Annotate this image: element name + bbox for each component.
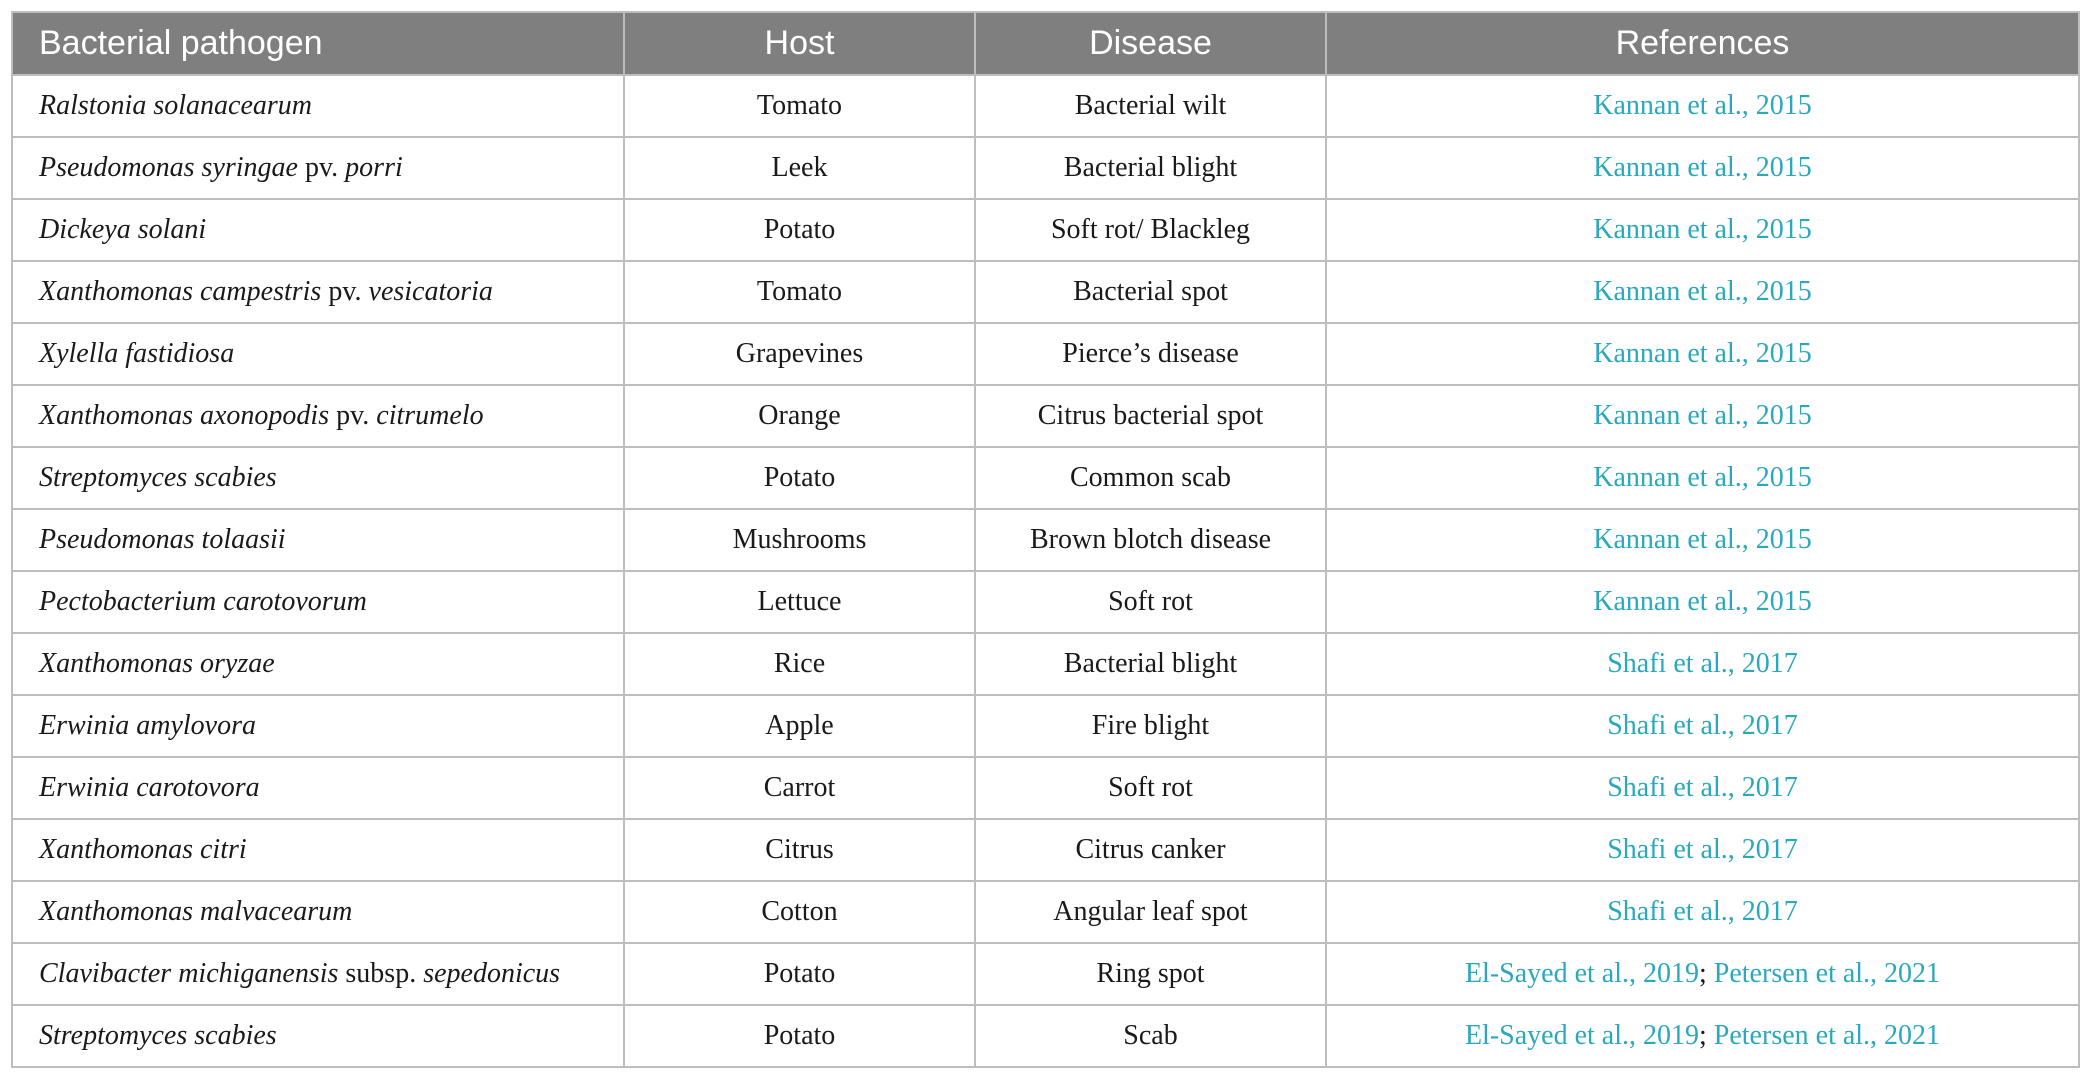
pathogen-name-italic: Erwinia amylovora [39,710,256,741]
cell-bacterial-pathogen [12,323,624,385]
pathogen-name-italic: Ralstonia solanacearum [39,90,312,121]
pathogen-name-italic: Xanthomonas campestris [39,276,322,307]
table-row [12,199,2079,261]
pathogen-name-italic: Xanthomonas oryzae [39,648,275,679]
cell-bacterial-pathogen [12,757,624,819]
cell-disease: Bacterial blight [975,633,1326,695]
reference-separator: ; [1699,1020,1714,1051]
pathogen-name-qualifier: pv. [329,400,377,431]
cell-host: Lettuce [624,571,975,633]
pathogen-name-italic: porri [345,152,403,183]
cell-references [1326,385,2079,447]
cell-disease: Scab [975,1005,1326,1067]
cell-disease: Bacterial spot [975,261,1326,323]
pathogen-name-italic: Dickeya solani [39,214,207,245]
pathogen-name-italic: Streptomyces scabies [39,1020,277,1051]
table-row [12,447,2079,509]
reference-link[interactable]: Kannan et al., 2015 [1593,400,1812,431]
pathogen-name-italic: Pseudomonas syringae [39,152,298,183]
cell-disease: Brown blotch disease [975,509,1326,571]
cell-host: Citrus [624,819,975,881]
cell-host: Cotton [624,881,975,943]
pathogen-name-italic: Pectobacterium carotovorum [39,586,367,617]
header-bacterial-pathogen: Bacterial pathogen [12,12,624,75]
cell-references [1326,633,2079,695]
cell-references [1326,571,2079,633]
reference-link[interactable]: Shafi et al., 2017 [1607,834,1798,865]
reference-link[interactable]: Petersen et al., 2021 [1713,958,1941,989]
table-row [12,1005,2079,1067]
table-body [12,75,2079,1067]
cell-bacterial-pathogen [12,695,624,757]
cell-references [1326,137,2079,199]
table-row [12,137,2079,199]
cell-bacterial-pathogen [12,819,624,881]
reference-link[interactable]: Shafi et al., 2017 [1607,896,1798,927]
table-row [12,571,2079,633]
cell-host: Tomato [624,75,975,137]
table-row [12,943,2079,1005]
cell-references [1326,695,2079,757]
cell-bacterial-pathogen [12,75,624,137]
pathogen-name-qualifier: pv. [321,276,369,307]
pathogen-name-italic: Erwinia carotovora [39,772,260,803]
cell-references [1326,261,2079,323]
cell-references [1326,819,2079,881]
pathogen-name-italic: Pseudomonas tolaasii [39,524,286,555]
cell-disease: Common scab [975,447,1326,509]
cell-disease: Citrus canker [975,819,1326,881]
reference-link[interactable]: Kannan et al., 2015 [1593,152,1812,183]
pathogen-name-italic: sepedonicus [423,958,561,989]
reference-link[interactable]: El-Sayed et al., 2019 [1464,1020,1699,1051]
cell-bacterial-pathogen [12,199,624,261]
cell-bacterial-pathogen [12,571,624,633]
cell-bacterial-pathogen [12,633,624,695]
pathogen-name-qualifier: pv. [297,152,346,183]
cell-bacterial-pathogen [12,261,624,323]
header-disease: Disease [975,12,1326,75]
cell-host: Potato [624,199,975,261]
reference-link[interactable]: Kannan et al., 2015 [1593,338,1812,369]
table-row [12,633,2079,695]
cell-disease: Bacterial wilt [975,75,1326,137]
cell-bacterial-pathogen [12,943,624,1005]
cell-references [1326,881,2079,943]
cell-bacterial-pathogen [12,385,624,447]
cell-disease: Soft rot [975,571,1326,633]
reference-separator: ; [1699,958,1714,989]
cell-host: Apple [624,695,975,757]
cell-references [1326,323,2079,385]
cell-host: Orange [624,385,975,447]
table-row [12,261,2079,323]
cell-bacterial-pathogen [12,137,624,199]
pathogen-name-italic: citrumelo [376,400,484,431]
cell-host: Potato [624,447,975,509]
header-host: Host [624,12,975,75]
pathogen-name-qualifier: subsp. [338,958,424,989]
reference-link[interactable]: Kannan et al., 2015 [1593,276,1812,307]
cell-host: Carrot [624,757,975,819]
cell-disease: Soft rot/ Blackleg [975,199,1326,261]
table-row [12,695,2079,757]
cell-disease: Pierce’s disease [975,323,1326,385]
reference-link[interactable]: Kannan et al., 2015 [1593,524,1812,555]
table-row [12,819,2079,881]
cell-references [1326,757,2079,819]
cell-host: Potato [624,943,975,1005]
reference-link[interactable]: Petersen et al., 2021 [1713,1020,1941,1051]
cell-references [1326,943,2079,1005]
cell-disease: Angular leaf spot [975,881,1326,943]
table-row [12,881,2079,943]
table-header-row [12,12,2079,75]
reference-link[interactable]: El-Sayed et al., 2019 [1464,958,1699,989]
reference-link[interactable]: Kannan et al., 2015 [1593,90,1812,121]
pathogen-name-italic: Streptomyces scabies [39,462,277,493]
reference-link[interactable]: Kannan et al., 2015 [1593,462,1812,493]
cell-host: Rice [624,633,975,695]
table-row [12,757,2079,819]
cell-disease: Citrus bacterial spot [975,385,1326,447]
table-row [12,75,2079,137]
cell-bacterial-pathogen [12,509,624,571]
pathogen-name-italic: Xylella fastidiosa [39,338,235,369]
bacterial-pathogen-table [11,11,2080,1068]
cell-bacterial-pathogen [12,447,624,509]
reference-link[interactable]: Shafi et al., 2017 [1607,648,1798,679]
pathogen-name-italic: Xanthomonas malvacearum [39,896,353,927]
reference-link[interactable]: Kannan et al., 2015 [1593,586,1812,617]
cell-disease: Soft rot [975,757,1326,819]
cell-host: Tomato [624,261,975,323]
cell-references [1326,509,2079,571]
table-row [12,385,2079,447]
reference-link[interactable]: Shafi et al., 2017 [1607,710,1798,741]
pathogen-name-italic: Clavibacter michiganensis [39,958,339,989]
cell-host: Leek [624,137,975,199]
reference-link[interactable]: Shafi et al., 2017 [1607,772,1798,803]
header-references: References [1326,12,2079,75]
cell-references [1326,75,2079,137]
cell-bacterial-pathogen [12,1005,624,1067]
cell-host: Potato [624,1005,975,1067]
cell-bacterial-pathogen [12,881,624,943]
cell-host: Grapevines [624,323,975,385]
cell-references [1326,447,2079,509]
pathogen-name-italic: Xanthomonas citri [39,834,247,865]
cell-host: Mushrooms [624,509,975,571]
cell-references [1326,1005,2079,1067]
cell-disease: Fire blight [975,695,1326,757]
cell-disease: Ring spot [975,943,1326,1005]
pathogen-name-italic: vesicatoria [368,276,493,307]
pathogen-table-container [11,11,2078,1068]
cell-references [1326,199,2079,261]
reference-link[interactable]: Kannan et al., 2015 [1593,214,1812,245]
table-row [12,323,2079,385]
table-row [12,509,2079,571]
cell-disease: Bacterial blight [975,137,1326,199]
pathogen-name-italic: Xanthomonas axonopodis [39,400,330,431]
